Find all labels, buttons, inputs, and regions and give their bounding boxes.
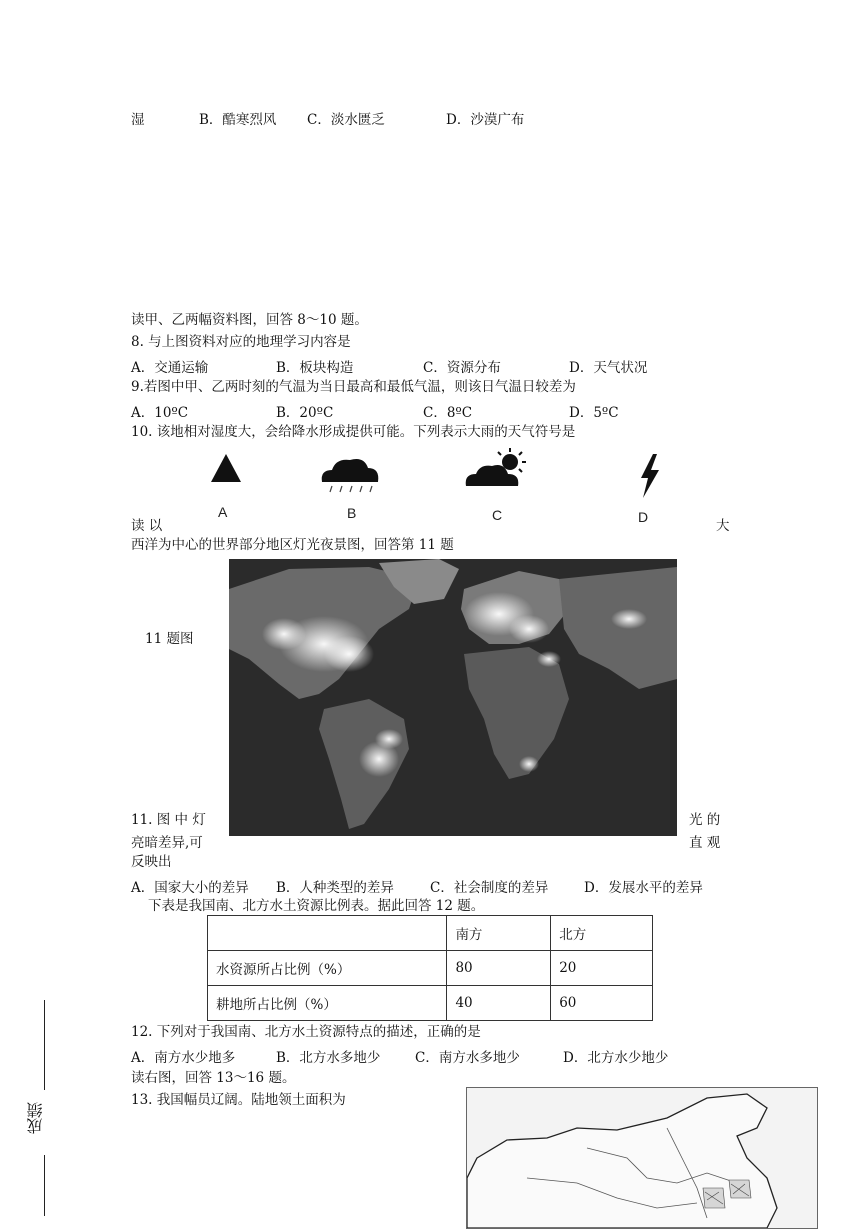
q7-option-d: D．沙漠广布 <box>446 112 525 128</box>
table-cell <box>208 916 447 951</box>
table-header-row <box>208 916 653 951</box>
intro-q11-line2: 西洋为中心的世界部分地区灯光夜景图，回答第 11 题 <box>131 537 454 553</box>
table-row <box>208 986 653 1021</box>
table-cell: 耕地所占比例（%） <box>208 986 447 1021</box>
q11-line2-right: 直 观 <box>689 835 721 851</box>
table-cell: 南方 <box>447 916 551 951</box>
q11-option-d: D．发展水平的差异 <box>584 880 703 896</box>
q8-option-c: C．资源分布 <box>423 360 501 376</box>
q8-option-d: D．天气状况 <box>569 360 648 376</box>
q9-stem: 9.若图中甲、乙两时刻的气温为当日最高和最低气温，则该日气温日较差为 <box>131 379 576 395</box>
triangle-icon <box>209 452 243 484</box>
q11-option-a: A．国家大小的差异 <box>131 880 249 896</box>
symbol-label-a: A <box>218 504 228 520</box>
figure-11-caption: 11 题图 <box>145 631 194 647</box>
intro-q12: 下表是我国南、北方水土资源比例表。据此回答 12 题。 <box>148 898 485 914</box>
q9-option-c: C．8ºC <box>423 405 473 421</box>
table-cell: 水资源所占比例（%） <box>208 951 447 986</box>
intro-q11-right: 大 <box>716 518 730 534</box>
table-cell: 北方 <box>551 916 653 951</box>
q9-option-b: B．20ºC <box>276 405 334 421</box>
q10-stem: 10. 该地相对湿度大，会给降水形成提供可能。下列表示大雨的天气符号是 <box>131 424 576 440</box>
q11-line2-left: 亮暗差异,可 <box>131 835 203 851</box>
symbol-label-c: C <box>492 507 503 523</box>
q12-stem: 12. 下列对于我国南、北方水土资源特点的描述，正确的是 <box>131 1024 481 1040</box>
table-cell: 80 <box>447 951 551 986</box>
score-label: 成绩 <box>26 1102 45 1134</box>
q7-option-a: 湿 <box>131 112 145 128</box>
lightning-icon <box>634 453 664 499</box>
cloud-rain-icon <box>316 454 384 498</box>
q12-option-c: C．南方水多地少 <box>415 1050 520 1066</box>
q9-option-d: D．5ºC <box>569 405 619 421</box>
q8-stem: 8. 与上图资料对应的地理学习内容是 <box>131 334 351 350</box>
q12-option-a: A．南方水少地多 <box>131 1050 236 1066</box>
water-land-resource-table <box>207 915 653 1021</box>
margin-line-top <box>44 1000 45 1090</box>
q11-option-c: C．社会制度的差异 <box>430 880 549 896</box>
intro-q11-left: 读 以 <box>131 518 163 534</box>
q9-option-a: A．10ºC <box>131 405 189 421</box>
world-night-lights-map <box>229 559 677 836</box>
sun-cloud-icon <box>462 446 538 490</box>
q11-line1-left: 11. 图 中 灯 <box>131 812 206 828</box>
table-cell: 60 <box>551 986 653 1021</box>
table-row <box>208 951 653 986</box>
q7-option-c: C．淡水匮乏 <box>307 112 385 128</box>
china-map-figure <box>466 1087 818 1229</box>
table-cell: 20 <box>551 951 653 986</box>
q7-option-b: B．酷寒烈风 <box>199 112 277 128</box>
q8-option-b: B．板块构造 <box>276 360 354 376</box>
q11-option-b: B．人种类型的差异 <box>276 880 394 896</box>
q11-line3: 反映出 <box>131 854 172 870</box>
q11-line1-right: 光 的 <box>689 812 721 828</box>
symbol-label-d: D <box>638 509 649 525</box>
q12-option-b: B．北方水多地少 <box>276 1050 381 1066</box>
intro-q8-10: 读甲、乙两幅资料图，回答 8～10 题。 <box>131 312 368 328</box>
q8-option-a: A．交通运输 <box>131 360 209 376</box>
intro-q13-16: 读右图，回答 13～16 题。 <box>131 1070 296 1086</box>
q12-option-d: D．北方水少地少 <box>563 1050 669 1066</box>
margin-line-bottom <box>44 1155 45 1216</box>
q13-stem: 13. 我国幅员辽阔。陆地领土面积为 <box>131 1092 346 1108</box>
symbol-label-b: B <box>347 505 357 521</box>
table-cell: 40 <box>447 986 551 1021</box>
